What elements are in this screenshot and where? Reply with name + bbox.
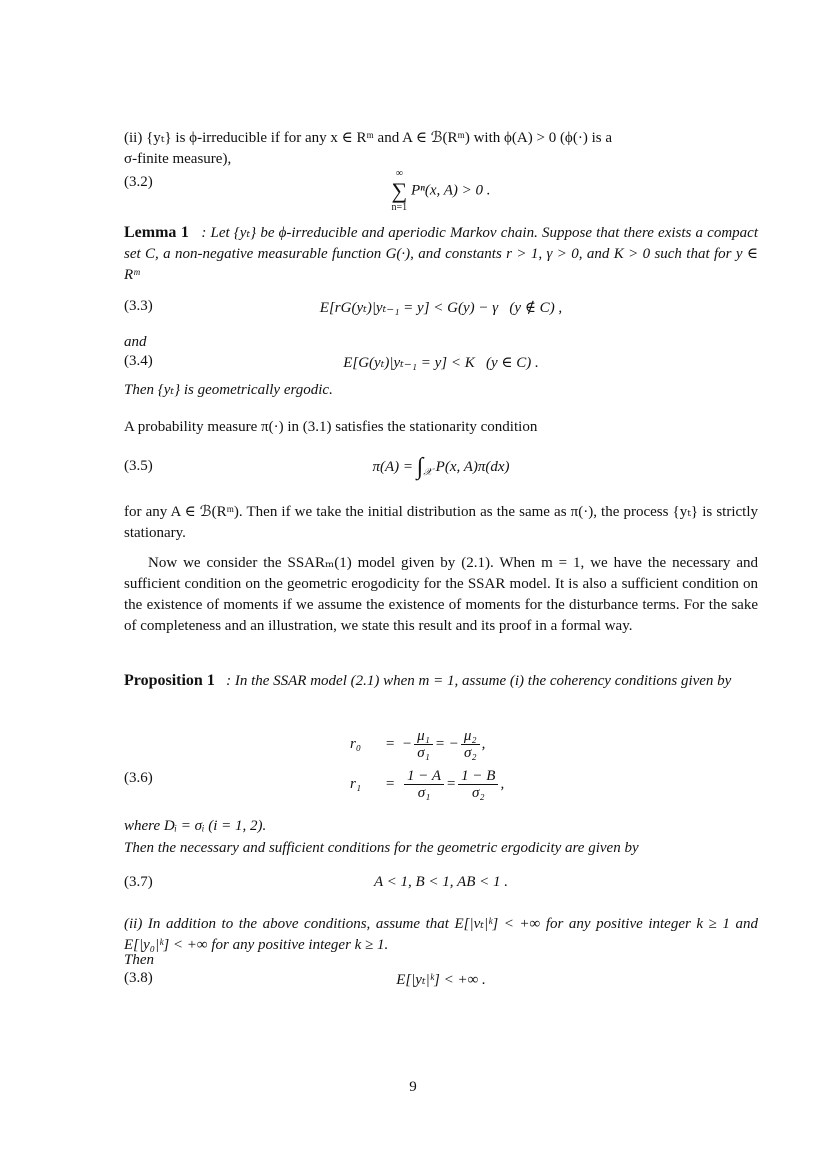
where-line: where Dᵢ = σᵢ (i = 1, 2). — [124, 818, 267, 834]
equation-label: (3.5) — [124, 458, 153, 474]
then-line: Then the necessary and sufficient conditions for the geometric ergodicity are given by — [124, 840, 639, 856]
equation-label: (3.2) — [124, 174, 153, 190]
equation-expression: E[|yₜ|ᵏ] < +∞ . — [396, 972, 486, 988]
fraction: $\frac{\text{μ₂}}{\text{σ₂}}$ — [461, 728, 480, 761]
lemma-1 — [124, 222, 758, 286]
page-number: 9 — [409, 1079, 417, 1095]
lemma-text: : Let {yₜ} be ϕ-irreducible and aperiodic Markov chain. Suppose that there exists a compact set C, a non-negative measurable function G(·), and constants r > 1, γ > 0, and K > 0 such that for y ∈ Rᵐ — [124, 225, 758, 283]
proposition-text: : In the SSAR model (2.1) when m = 1, assume (i) the coherency conditions given by — [226, 673, 732, 689]
lemma-conclusion: Then {yₜ} is geometrically ergodic. — [124, 382, 333, 398]
equation-expression: E[rG(yₜ)|yₜ₋₁ = y] < G(y) − γ (y ∉ C) , — [319, 300, 563, 316]
equation-3-8 — [124, 970, 758, 998]
fraction: $\frac{\text{μ₁}}{\text{σ₁}}$ — [414, 728, 433, 761]
item-ii-text — [124, 128, 758, 170]
equation-expression: E[G(yₜ)|yₜ₋₁ = y] < K (y ∈ C) . — [343, 355, 539, 371]
lemma-heading: Lemma 1 — [124, 224, 189, 241]
proposition-heading: Proposition 1 — [124, 672, 215, 689]
equation-3-4 — [124, 353, 758, 381]
equation-3-3 — [124, 298, 758, 326]
item-ii-line1: (ii) {yₜ} is ϕ-irreducible if for any x ∈ Rᵐ and A ∈ ℬ(Rᵐ) with ϕ(A) > 0 (ϕ(·) is a — [124, 130, 612, 146]
equation-label: (3.7) — [124, 874, 153, 890]
fraction: $\frac{1 - A}{\text{σ₁}}$ — [404, 768, 444, 801]
summation-symbol: ∞ ∑ n=1 — [391, 168, 408, 213]
stationarity-sentence: A probability measure π(·) in (3.1) satisfies the stationarity condition — [124, 419, 538, 435]
equation-3-6 — [124, 724, 758, 810]
equation-label: (3.3) — [124, 298, 153, 314]
item-ii-line2: σ-finite measure), — [124, 151, 232, 167]
paragraph-ssar: Now we consider the SSARₘ(1) model given by (2.1). When m = 1, we have the necessary and sufficient condition on the geometric erogodicity for the SSAR model. It is also a sufficient condition on the existence of moments if we assume the existence of moments for the disturbance terms. For the sake of completeness and an illustration, we state this result and its proof in a formal way. — [124, 555, 758, 634]
equation-3-5 — [124, 454, 758, 488]
equation-rhs: P(x, A)π(dx) — [435, 458, 510, 475]
proposition-1 — [124, 670, 758, 692]
fraction: $\frac{1 - B}{\text{σ₂}}$ — [458, 768, 498, 801]
integral-domain: 𝒳 — [423, 466, 432, 478]
equation-label: (3.4) — [124, 353, 153, 369]
equation-3-7 — [124, 874, 758, 902]
equation-label: (3.6) — [124, 770, 153, 786]
equation-expression: A < 1, B < 1, AB < 1 . — [374, 874, 508, 890]
equation-lhs: π(A) = — [372, 458, 413, 475]
paragraph-stationary: for any A ∈ ℬ(Rᵐ). Then if we take the initial distribution as the same as π(·), the process {yₜ} is strictly stationary. — [124, 504, 758, 541]
then-word: Then — [124, 952, 154, 968]
integral-symbol: ∫ — [416, 454, 424, 480]
equation-row-r0: r₀ = − $\frac{\text{μ₁}}{\text{σ₁}}$ = − $\frac{\text{μ₂}}{\text{σ₂}}$ , — [350, 727, 486, 761]
part-ii-text: (ii) In addition to the above conditions, assume that E[|vₜ|ᵏ] < +∞ for any positive integer k ≥ 1 and E[|y₀|ᵏ] < +∞ for any positive integer k ≥ 1. — [124, 916, 758, 953]
equation-expression: Pⁿ(x, A) > 0 . — [410, 182, 491, 199]
equation-row-r1: r₁ = $\frac{1 - A}{\text{σ₁}}$ = $\frac{1 - B}{\text{σ₂}}$ , — [350, 767, 505, 801]
equation-3-2 — [124, 168, 758, 212]
and-word: and — [124, 334, 147, 350]
equation-label: (3.8) — [124, 970, 153, 986]
